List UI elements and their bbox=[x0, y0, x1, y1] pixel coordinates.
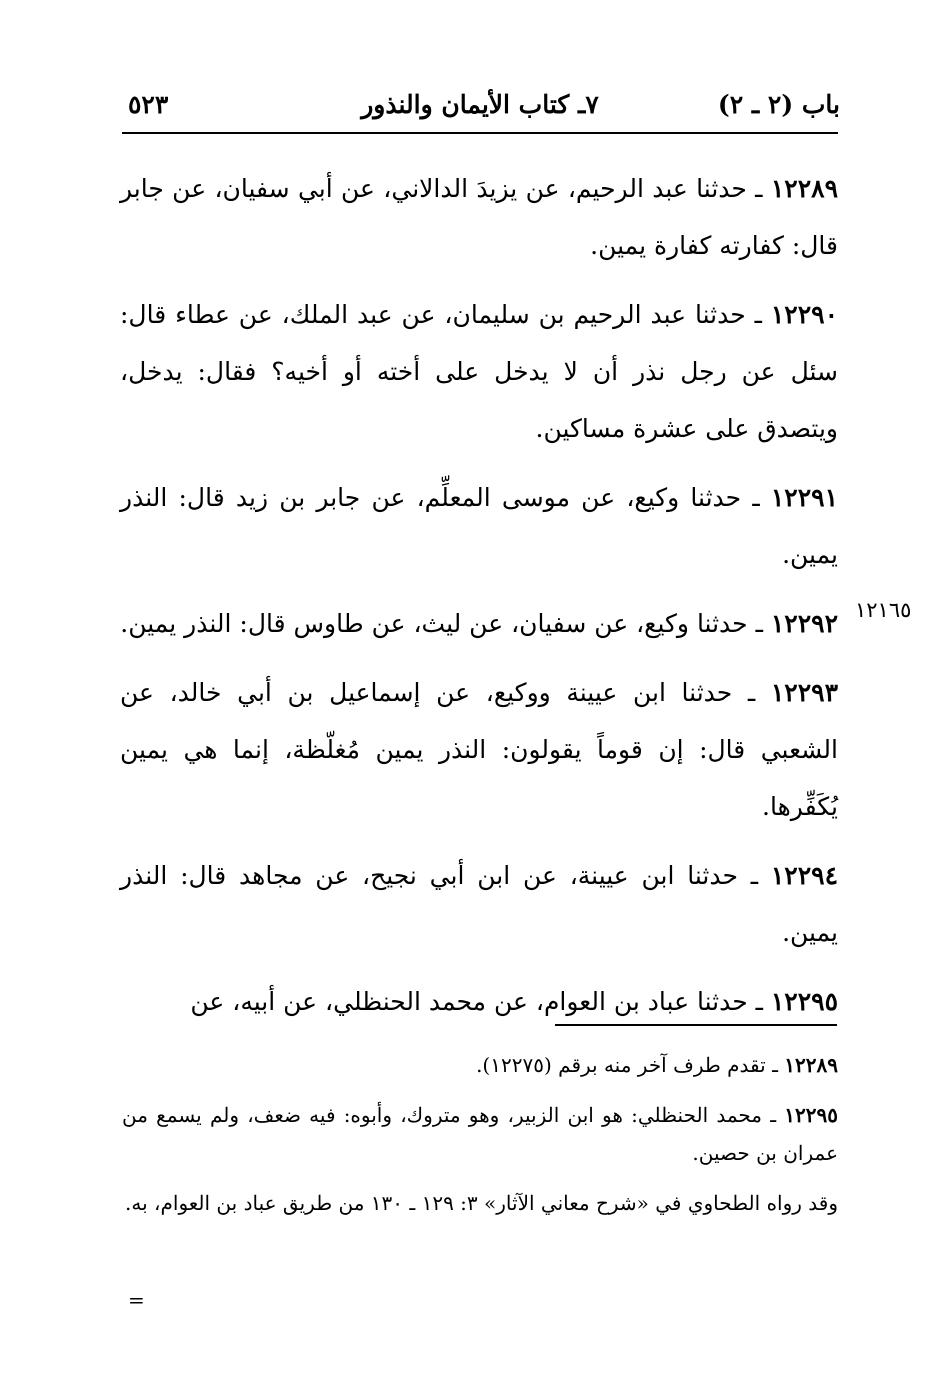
footnote-text: وقد رواه الطحاوي في «شرح معاني الآثار» ٣: ١٢٩ ـ ١٣٠ من طريق عباد بن العوام، به. bbox=[125, 1191, 838, 1215]
hadith-text: ـ حدثنا ابن عيينة، عن ابن أبي نجيح، عن مجاهد قال: النذر يمين. bbox=[120, 861, 838, 947]
book-title: ٧ـ كتاب الأيمان والنذور bbox=[361, 90, 599, 119]
hadith-number: ١٢٢٩٢ bbox=[770, 609, 838, 638]
footnote bbox=[122, 1184, 838, 1222]
footnote-number: ١٢٢٨٩ bbox=[784, 1053, 838, 1077]
footnote-divider bbox=[555, 1024, 837, 1026]
hadith-entry bbox=[120, 160, 838, 274]
footnote bbox=[122, 1096, 838, 1172]
hadith-text: ـ حدثنا عبد الرحيم، عن يزيدَ الدالاني، عن أبي سفيان، عن جابر قال: كفارته كفارة يمين. bbox=[120, 174, 838, 260]
header-divider bbox=[122, 132, 838, 134]
hadith-entry bbox=[120, 973, 838, 1030]
hadith-text: ـ حدثنا عباد بن العوام، عن محمد الحنظلي، عن أبيه، عن bbox=[190, 987, 771, 1016]
margin-reference-number: ١٢١٦٥ bbox=[855, 598, 912, 622]
hadith-number: ١٢٢٩٤ bbox=[770, 861, 838, 890]
hadith-number: ١٢٢٩٠ bbox=[770, 300, 838, 329]
hadith-entry bbox=[120, 664, 838, 835]
hadith-entry bbox=[120, 469, 838, 583]
hadith-entry bbox=[120, 847, 838, 961]
page-number: ٥٢٣ bbox=[128, 90, 169, 119]
continuation-mark: = bbox=[128, 1288, 145, 1312]
footnote-text: ـ تقدم طرف آخر منه برقم (١٢٢٧٥). bbox=[476, 1053, 785, 1077]
main-text bbox=[120, 160, 838, 1042]
footnotes bbox=[122, 1046, 838, 1234]
footnote-text: ـ محمد الحنظلي: هو ابن الزبير، وهو متروك، وأبوه: فيه ضعف، ولم يسمع من عمران بن حصين. bbox=[122, 1103, 838, 1165]
hadith-entry bbox=[120, 595, 838, 652]
running-header bbox=[120, 82, 840, 126]
hadith-text: ـ حدثنا ابن عيينة ووكيع، عن إسماعيل بن أبي خالد، عن الشعبي قال: إن قوماً يقولون: النذر يمين مُغلّظة، إنما هي يمين يُكَفِّرها. bbox=[120, 678, 838, 821]
hadith-text: ـ حدثنا وكيع، عن موسى المعلِّم، عن جابر بن زيد قال: النذر يمين. bbox=[120, 483, 838, 569]
chapter-label: باب (٢ ـ ٢) bbox=[717, 90, 840, 119]
hadith-number: ١٢٢٨٩ bbox=[770, 174, 838, 203]
hadith-text: ـ حدثنا عبد الرحيم بن سليمان، عن عبد الملك، عن عطاء قال: سئل عن رجل نذر أن لا يدخل على أخته أو أخيه؟ فقال: يدخل، ويتصدق على عشرة مساكين. bbox=[120, 300, 838, 443]
hadith-number: ١٢٢٩٥ bbox=[770, 987, 838, 1016]
hadith-text: ـ حدثنا وكيع، عن سفيان، عن ليث، عن طاوس قال: النذر يمين. bbox=[120, 609, 771, 638]
footnote bbox=[122, 1046, 838, 1084]
footnote-number: ١٢٢٩٥ bbox=[784, 1103, 838, 1127]
hadith-number: ١٢٢٩١ bbox=[770, 483, 838, 512]
hadith-number: ١٢٢٩٣ bbox=[770, 678, 838, 707]
hadith-entry bbox=[120, 286, 838, 457]
